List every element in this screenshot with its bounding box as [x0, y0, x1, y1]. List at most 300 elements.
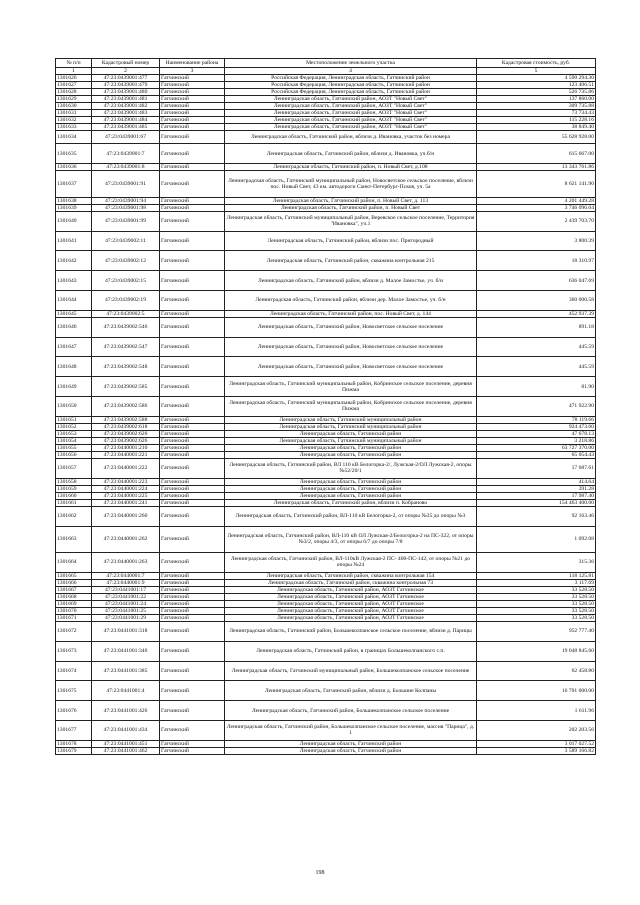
cadastral-number: 47:23:0441001:29	[92, 615, 160, 622]
cadastral-number: 47:23:0439001:99	[92, 211, 160, 231]
cadastral-number: 47:23:0441001:4	[92, 681, 160, 701]
table-header-row	[56, 59, 596, 68]
cadastral-value: 391.28	[477, 485, 596, 492]
table-row	[56, 572, 596, 579]
cadastral-value: 33 528.50	[477, 593, 596, 600]
district-name: Гатчинский	[160, 600, 225, 607]
table-row	[56, 117, 596, 124]
table-row	[56, 661, 596, 681]
cadastral-value: 3 589 166.82	[477, 747, 596, 754]
cadastral-value: 137 860.00	[477, 96, 596, 103]
cadastral-value: 16 701 000.00	[477, 681, 596, 701]
table-row	[56, 290, 596, 310]
cadastral-value: 18 310.97	[477, 251, 596, 271]
cadastral-number: 47:23:0439002:588	[92, 416, 160, 423]
table-row	[56, 499, 596, 506]
cadastral-value: 115 228.16	[477, 117, 596, 124]
table-row	[56, 357, 596, 377]
table-row	[56, 251, 596, 271]
cadastral-value: 13 343 761.86	[477, 164, 596, 171]
location: Ленинградская область, Гатчинский район, АОЗТ Гатчинское	[225, 600, 477, 607]
row-number: 1301647	[56, 337, 92, 357]
table-row	[56, 553, 596, 573]
table-row	[56, 124, 596, 131]
page-number: 198	[315, 870, 325, 876]
district-name: Гатчинский	[160, 416, 225, 423]
district-name: Гатчинский	[160, 622, 225, 642]
row-number: 1301635	[56, 144, 92, 164]
district-name: Гатчинский	[160, 423, 225, 430]
cadastral-number: 47:23:0439002:626	[92, 437, 160, 444]
row-number: 1301649	[56, 377, 92, 397]
cadastral-value: 445.59	[477, 357, 596, 377]
cadastral-value: 17 987.40	[477, 492, 596, 499]
location: Ленинградская область, Гатчинский район	[225, 492, 477, 499]
table-row	[56, 204, 596, 211]
cadastral-value: 1 611.96	[477, 701, 596, 721]
row-number: 1301642	[56, 251, 92, 271]
table-row	[56, 144, 596, 164]
cadastral-number: 47:23:0439002:548	[92, 357, 160, 377]
cadastral-number: 47:23:0440001:7	[92, 572, 160, 579]
table-row	[56, 103, 596, 110]
cadastral-value: 33 528.50	[477, 615, 596, 622]
district-name: Гатчинский	[160, 444, 225, 451]
district-name: Гатчинский	[160, 103, 225, 110]
location: Ленинградская область, Гатчинский муниципальный район, Веревское сельское поселение, Территория "Ивановка", уч.1	[225, 211, 477, 231]
cadastral-number: 47:23:0439002:586	[92, 396, 160, 416]
district-name: Гатчинский	[160, 197, 225, 204]
table-row	[56, 485, 596, 492]
district-name: Гатчинский	[160, 608, 225, 615]
row-number: 1301660	[56, 492, 92, 499]
cadastral-value: 952 777.40	[477, 622, 596, 642]
cadastral-number: 47:23:0441001:22	[92, 593, 160, 600]
cadastral-value: 118 125.81	[477, 572, 596, 579]
table-row	[56, 615, 596, 622]
district-name: Гатчинский	[160, 251, 225, 271]
header-num: № п/п	[56, 59, 92, 68]
district-name: Гатчинский	[160, 499, 225, 506]
table-row	[56, 740, 596, 747]
location: Ленинградская область, Гатчинский район, Новосветское сельское поселение	[225, 317, 477, 337]
location: Ленинградская область, Гатчинский муниципальный район, Кобринское сельское поселение, деревня Пижма	[225, 377, 477, 397]
cadastral-number: 47:23:0439002:15	[92, 271, 160, 291]
district-name: Гатчинский	[160, 485, 225, 492]
location: Ленинградская область, Гатчинский муниципальный район, Кобринское сельское поселение, деревня Пижма	[225, 396, 477, 416]
row-number: 1301659	[56, 485, 92, 492]
row-number: 1301673	[56, 641, 92, 661]
cadastral-number: 47:23:0439001:477	[92, 75, 160, 82]
district-name: Гатчинский	[160, 553, 225, 573]
row-number: 1301668	[56, 593, 92, 600]
cadastral-number: 47:23:0439001:482	[92, 103, 160, 110]
table-row	[56, 337, 596, 357]
cadastral-number: 47:23:0439002:547	[92, 337, 160, 357]
table-row	[56, 197, 596, 204]
cadastral-value: 17 687.61	[477, 458, 596, 478]
location: Ленинградская область, Гатчинский муниципальный район	[225, 423, 477, 430]
table-row	[56, 310, 596, 317]
location: Ленинградская область, Гатчинский район, в границах Большеколпанского с.п.	[225, 641, 477, 661]
district-name: Гатчинский	[160, 579, 225, 586]
cadastral-value: 360 000.58	[477, 290, 596, 310]
row-number: 1301652	[56, 423, 92, 430]
location: Ленинградская область, Гатчинский муниципальный район, Большеколпанское сельское поселение	[225, 661, 477, 681]
cadastral-value: 315.36	[477, 553, 596, 573]
location: Ленинградская область, Гатчинский район	[225, 740, 477, 747]
row-number: 1301653	[56, 430, 92, 437]
cadastral-value: 4 201 449.28	[477, 197, 596, 204]
district-name: Гатчинский	[160, 271, 225, 291]
table-row	[56, 681, 596, 701]
row-number: 1301645	[56, 310, 92, 317]
row-number: 1301646	[56, 317, 92, 337]
district-name: Гатчинский	[160, 117, 225, 124]
cadastral-value: 202 203.56	[477, 721, 596, 741]
location: Ленинградская область, Гатчинский район, Большеколпанское сельское поселение, массив "Парица", д. 1	[225, 721, 477, 741]
table-row	[56, 396, 596, 416]
district-name: Гатчинский	[160, 337, 225, 357]
table-row	[56, 96, 596, 103]
row-number: 1301634	[56, 131, 92, 144]
location: Ленинградская область, Гатчинский район, скважина контрольная 154	[225, 572, 477, 579]
district-name: Гатчинский	[160, 164, 225, 171]
cadastral-number: 47:23:0441001:434	[92, 721, 160, 741]
location: Ленинградская область, Гатчинский район	[225, 430, 477, 437]
row-number: 1301672	[56, 622, 92, 642]
district-name: Гатчинский	[160, 131, 225, 144]
table-row	[56, 171, 596, 197]
cadastral-value: 3 218.86	[477, 437, 596, 444]
row-number: 1301658	[56, 478, 92, 485]
cadastral-value: 636 047.69	[477, 271, 596, 291]
document-page	[55, 58, 595, 755]
row-number: 1301651	[56, 416, 92, 423]
cadastral-number: 47:23:0439001:67	[92, 131, 160, 144]
row-number: 1301671	[56, 615, 92, 622]
location: Ленинградская область, Гатчинский район, АОЗТ Гатчинское	[225, 586, 477, 593]
location: Ленинградская область, Гатчинский район	[225, 485, 477, 492]
row-number: 1301674	[56, 661, 92, 681]
cadastral-number: 47:23:0440001:262	[92, 526, 160, 552]
cadastral-number: 47:23:0441001:340	[92, 641, 160, 661]
row-number: 1301663	[56, 526, 92, 552]
row-number: 1301640	[56, 211, 92, 231]
location: Ленинградская область, Гатчинский район	[225, 444, 477, 451]
district-name: Гатчинский	[160, 396, 225, 416]
district-name: Гатчинский	[160, 75, 225, 82]
location: Ленинградская область, Гатчинский район, вблизи д. Ивановка, уч.б/н	[225, 144, 477, 164]
table-row	[56, 75, 596, 82]
table-row	[56, 451, 596, 458]
cadastral-value: 924 473.60	[477, 423, 596, 430]
cadastral-value: 81.90	[477, 377, 596, 397]
cadastral-value: 309 735.88	[477, 103, 596, 110]
table-row	[56, 586, 596, 593]
district-name: Гатчинский	[160, 615, 225, 622]
cadastral-number: 47:23:0440001:225	[92, 492, 160, 499]
cadastral-value: 65 054.43	[477, 451, 596, 458]
row-number: 1301669	[56, 600, 92, 607]
cadastral-value: 62 458.80	[477, 661, 596, 681]
location: Ленинградская область, Гатчинский муниципальный район	[225, 437, 477, 444]
location: Ленинградская область, Гатчинский район, АОЗТ "Новый Свет"	[225, 124, 477, 131]
cadastral-number: 47:23:0439001:481	[92, 96, 160, 103]
location: Ленинградская область, Гатчинский район, п. Новый Свет	[225, 204, 477, 211]
district-name: Гатчинский	[160, 430, 225, 437]
district-name: Гатчинский	[160, 96, 225, 103]
row-number: 1301650	[56, 396, 92, 416]
row-number: 1301661	[56, 499, 92, 506]
row-number: 1301637	[56, 171, 92, 197]
cadastral-number: 47:23:0440001:263	[92, 553, 160, 573]
district-name: Гатчинский	[160, 290, 225, 310]
district-name: Гатчинский	[160, 641, 225, 661]
cadastral-value: 8 621 141.90	[477, 171, 596, 197]
column-number: 2	[92, 68, 160, 75]
row-number: 1301639	[56, 204, 92, 211]
row-number: 1301665	[56, 572, 92, 579]
cadastral-number: 47:23:0439002:11	[92, 231, 160, 251]
cadastral-number: 47:23:0440001:221	[92, 451, 160, 458]
row-number: 1301655	[56, 444, 92, 451]
location: Российская Федерация, Ленинградская область, Гатчинский район	[225, 89, 477, 96]
cadastral-number: 47:23:0441001:25	[92, 608, 160, 615]
district-name: Гатчинский	[160, 110, 225, 117]
row-number: 1301679	[56, 747, 92, 754]
table-row	[56, 608, 596, 615]
district-name: Гатчинский	[160, 357, 225, 377]
column-number: 5	[477, 68, 596, 75]
cadastral-number: 47:23:0440001:223	[92, 478, 160, 485]
cadastral-value: 3 746 096.04	[477, 204, 596, 211]
cadastral-number: 47:23:0441001:24	[92, 600, 160, 607]
district-name: Гатчинский	[160, 211, 225, 231]
cadastral-value: 33 528.50	[477, 586, 596, 593]
row-number: 1301630	[56, 103, 92, 110]
table-row	[56, 89, 596, 96]
table-row	[56, 423, 596, 430]
cadastral-value: 615 667.00	[477, 144, 596, 164]
cadastral-number: 47:23:0441001:318	[92, 622, 160, 642]
cadastral-number: 47:23:0441001:451	[92, 740, 160, 747]
row-number: 1301633	[56, 124, 92, 131]
district-name: Гатчинский	[160, 681, 225, 701]
cadastral-number: 47:23:0440001:210	[92, 444, 160, 451]
table-row	[56, 641, 596, 661]
district-name: Гатчинский	[160, 82, 225, 89]
cadastral-value: 123 406.51	[477, 82, 596, 89]
table-row	[56, 110, 596, 117]
cadastral-number: 47:23:0439001:483	[92, 110, 160, 117]
district-name: Гатчинский	[160, 171, 225, 197]
cadastral-number: 47:23:0439001:98	[92, 204, 160, 211]
cadastral-number: 47:23:0439002:5	[92, 310, 160, 317]
table-row	[56, 444, 596, 451]
cadastral-number: 47:23:0440001:222	[92, 458, 160, 478]
row-number: 1301643	[56, 271, 92, 291]
cadastral-value: 414.64	[477, 478, 596, 485]
location: Ленинградская область, Гатчинский район, ВЛ-110кВ Лужская-2 ПС- 400-ПС-142, от опоры №21 до опоры №24	[225, 553, 477, 573]
cadastral-number: 47:23:0439002:19	[92, 290, 160, 310]
header-value: Кадастровая стоимость, руб.	[477, 59, 596, 68]
cadastral-value: 3 017 027.52	[477, 740, 596, 747]
row-number: 1301678	[56, 740, 92, 747]
row-number: 1301644	[56, 290, 92, 310]
district-name: Гатчинский	[160, 377, 225, 397]
table-row	[56, 377, 596, 397]
district-name: Гатчинский	[160, 721, 225, 741]
column-number: 3	[160, 68, 225, 75]
location: Ленинградская область, Гатчинский район, АОЗТ "Новый Свет"	[225, 103, 477, 110]
location: Ленинградская область, Гатчинский район, Новосветское сельское поселение	[225, 357, 477, 377]
table-row	[56, 458, 596, 478]
cadastral-number: 47:23:0440001:241	[92, 499, 160, 506]
cadastral-value: 154 463 400.00	[477, 499, 596, 506]
header-cadastral-number: Кадастровый номер	[92, 59, 160, 68]
row-number: 1301670	[56, 608, 92, 615]
cadastral-number: 47:23:0439001:94	[92, 197, 160, 204]
cadastral-value: 33 528.50	[477, 608, 596, 615]
row-number: 1301677	[56, 721, 92, 741]
location: Ленинградская область, Гатчинский район, вблизи д. Большие Колпаны	[225, 681, 477, 701]
cadastral-number: 47:23:0439001:7	[92, 144, 160, 164]
cadastral-number: 47:23:0441001:17	[92, 586, 160, 593]
cadastral-number: 47:23:0439002:620	[92, 430, 160, 437]
district-name: Гатчинский	[160, 204, 225, 211]
location: Ленинградская область, Гатчинский муниципальный район, Новосветское сельское поселение, вблизи пос. Новый Свет, 43 км. автодороги Санкт-Петербург-Псков, уч. 5а	[225, 171, 477, 197]
cadastral-value: 1 092.08	[477, 526, 596, 552]
table-row	[56, 747, 596, 754]
row-number: 1301627	[56, 82, 92, 89]
location: Ленинградская область, Гатчинский район, ВЛ 110 кВ Белогорка-2/, Лужская-2/ОЛ Лужская-2, опоры №52/20/1	[225, 458, 477, 478]
cadastral-value: 78 119.66	[477, 416, 596, 423]
district-name: Гатчинский	[160, 144, 225, 164]
row-number: 1301641	[56, 231, 92, 251]
location: Ленинградская область, Гатчинский район, Большеколпанское сельское поселение	[225, 701, 477, 721]
cadastral-number: 47:23:0439001:91	[92, 171, 160, 197]
row-number: 1301626	[56, 75, 92, 82]
location: Ленинградская область, Гатчинский район, п. Новый Свет, д.108	[225, 164, 477, 171]
cadastral-number: 47:23:0439001:479	[92, 82, 160, 89]
location: Ленинградская область, Гатчинский район, АОЗТ "Новый Свет"	[225, 96, 477, 103]
location: Ленинградская область, Гатчинский муниципальный район	[225, 416, 477, 423]
location: Российская Федерация, Ленинградская область, Гатчинский район	[225, 82, 477, 89]
cadastral-number: 47:23:0440001:224	[92, 485, 160, 492]
location: Ленинградская область, Гатчинский район, Новосветское сельское поселение	[225, 337, 477, 357]
table-row	[56, 271, 596, 291]
table-row	[56, 478, 596, 485]
cadastral-value: 33 528.50	[477, 600, 596, 607]
district-name: Гатчинский	[160, 451, 225, 458]
district-name: Гатчинский	[160, 572, 225, 579]
table-row	[56, 231, 596, 251]
cadastral-number: 47:23:0439002:546	[92, 317, 160, 337]
location: Ленинградская область, Гатчинский район, пос. Новый Свет, д. 144	[225, 310, 477, 317]
location: Ленинградская область, Гатчинский район, АОЗТ Гатчинское	[225, 593, 477, 600]
table-row	[56, 317, 596, 337]
cadastral-value: 891.18	[477, 317, 596, 337]
row-number: 1301667	[56, 586, 92, 593]
location: Ленинградская область, Гатчинский район, Большеколпанское сельское поселение, вблизи д. Парицы	[225, 622, 477, 642]
table-row	[56, 506, 596, 526]
location: Ленинградская область, Гатчинский район, АОЗТ "Новый Свет"	[225, 110, 477, 117]
district-name: Гатчинский	[160, 506, 225, 526]
district-name: Гатчинский	[160, 317, 225, 337]
district-name: Гатчинский	[160, 701, 225, 721]
header-location: Местоположение земельного участка	[225, 59, 477, 68]
district-name: Гатчинский	[160, 310, 225, 317]
district-name: Гатчинский	[160, 526, 225, 552]
cadastral-value: 55 628 928.00	[477, 131, 596, 144]
row-number: 1301628	[56, 89, 92, 96]
table-row	[56, 600, 596, 607]
district-name: Гатчинский	[160, 437, 225, 444]
location: Ленинградская область, Гатчинский район, скважина контрольная 215	[225, 251, 477, 271]
column-number: 1	[56, 68, 92, 75]
location: Ленинградская область, Гатчинский район, п. Новый Свет, д. 113	[225, 197, 477, 204]
cadastral-value: 38 849.40	[477, 124, 596, 131]
cadastral-number: 47:23:0439002:618	[92, 423, 160, 430]
table-row	[56, 492, 596, 499]
row-number: 1301675	[56, 681, 92, 701]
cadastral-value: 73 734.43	[477, 110, 596, 117]
location: Ленинградская область, Гатчинский район, ВЛ-110 кВ ОЛ Лужская-2/Белогорка-2 на ПС-322, от опоры №3/2, опоры 4/3, от опоры 6/7 до опоры 7/8	[225, 526, 477, 552]
district-name: Гатчинский	[160, 89, 225, 96]
cadastral-number: 47:23:0441001:426	[92, 701, 160, 721]
cadastral-number: 47:23:0441001:462	[92, 747, 160, 754]
table-row	[56, 430, 596, 437]
cadastral-value: 2 439 703.70	[477, 211, 596, 231]
district-name: Гатчинский	[160, 124, 225, 131]
location: Ленинградская область, Гатчинский район	[225, 451, 477, 458]
district-name: Гатчинский	[160, 661, 225, 681]
table-row	[56, 82, 596, 89]
row-number: 1301631	[56, 110, 92, 117]
row-number: 1301676	[56, 701, 92, 721]
cadastral-value: 4 590 294.30	[477, 75, 596, 82]
table-row	[56, 579, 596, 586]
table-row	[56, 164, 596, 171]
location: Ленинградская область, Гатчинский район, вблизи п. Кобраново	[225, 499, 477, 506]
cadastral-number: 47:23:0439002:585	[92, 377, 160, 397]
column-number: 4	[225, 68, 477, 75]
cadastral-number: 47:23:0439001:480	[92, 89, 160, 96]
table-body	[56, 75, 596, 755]
district-name: Гатчинский	[160, 458, 225, 478]
header-district: Наименование района	[160, 59, 225, 68]
table-row	[56, 701, 596, 721]
row-number: 1301632	[56, 117, 92, 124]
cadastral-number: 47:23:0439001:485	[92, 124, 160, 131]
row-number: 1301648	[56, 357, 92, 377]
cadastral-table	[55, 58, 596, 755]
cadastral-value: 526 735.86	[477, 89, 596, 96]
cadastral-value: 19 048 845.60	[477, 641, 596, 661]
location: Ленинградская область, Гатчинский район	[225, 478, 477, 485]
column-number-row	[56, 68, 596, 75]
district-name: Гатчинский	[160, 492, 225, 499]
district-name: Гатчинский	[160, 747, 225, 754]
district-name: Гатчинский	[160, 231, 225, 251]
table-row	[56, 721, 596, 741]
row-number: 1301664	[56, 553, 92, 573]
row-number: 1301666	[56, 579, 92, 586]
location: Ленинградская область, Гатчинский район	[225, 747, 477, 754]
cadastral-number: 47:23:0439001:484	[92, 117, 160, 124]
row-number: 1301657	[56, 458, 92, 478]
